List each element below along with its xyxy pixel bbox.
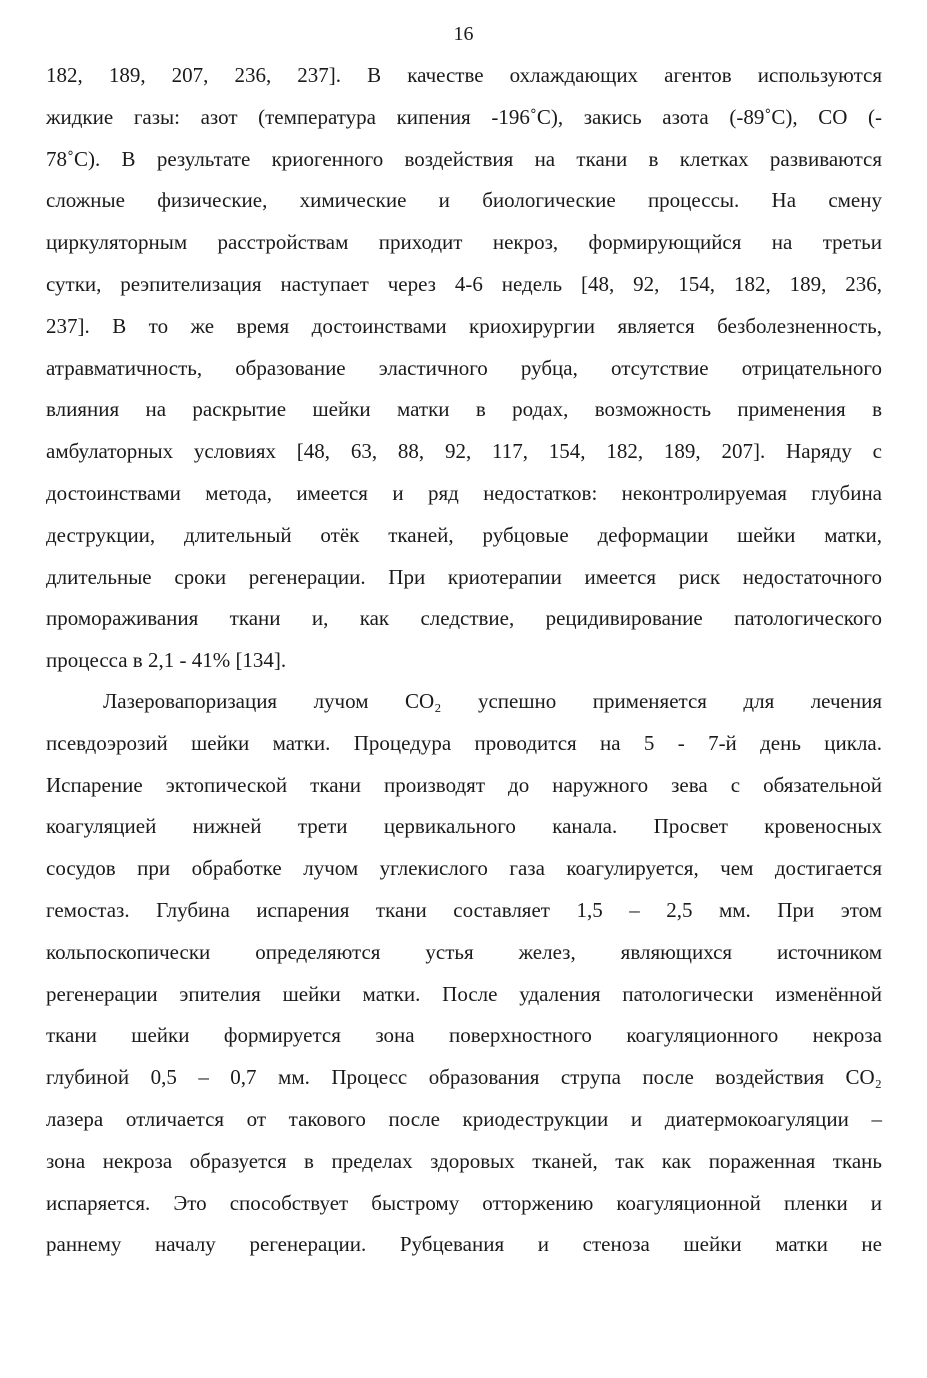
text-line: гемостаз. Глубина испарения ткани составляет 1,5 – 2,5 мм. При этом: [46, 897, 882, 922]
text-line: достоинствами метода, имеется и ряд недостатков: неконтролируемая глубина: [46, 480, 882, 505]
text-line: 182, 189, 207, 236, 237]. В качестве охлаждающих агентов используются: [46, 63, 882, 87]
text-line: ткани шейки формируется зона поверхностного коагуляционного некроза: [46, 1023, 882, 1048]
text-line: коагуляцией нижней трети цервикального канала. Просвет кровеносных: [46, 814, 882, 839]
text-line: атравматичность, образование эластичного рубца, отсутствие отрицательного: [46, 355, 882, 380]
page-number: 16: [453, 23, 474, 45]
text-line: деструкции, длительный отёк тканей, рубцовые деформации шейки матки,: [46, 522, 882, 547]
text-line: регенерации эпителия шейки матки. После удаления патологически изменённой: [46, 981, 882, 1006]
text-line: сосудов при обработке лучом углекислого газа коагулируется, чем достигается: [46, 856, 882, 881]
text-line: Лазеровапоризация лучом CO₂ успешно применяется для лечения: [103, 689, 882, 713]
text-line: влияния на раскрытие шейки матки в родах, возможность применения в: [46, 397, 882, 422]
text-line: промораживания ткани и, как следствие, рецидивирование патологического: [46, 606, 882, 631]
text-line: амбулаторных условиях [48, 63, 88, 92, 117, 154, 182, 189, 207]. Наряду с: [46, 439, 882, 464]
paragraph-cryosurgery: [46, 55, 882, 682]
text-line: зона некроза образуется в пределах здоровых тканей, так как пораженная ткань: [46, 1148, 882, 1173]
text-line: 237]. В то же время достоинствами криохирургии является безболезненность,: [46, 313, 882, 338]
text-line: раннему началу регенерации. Рубцевания и стеноза шейки матки не: [46, 1232, 882, 1257]
paragraph-laser-vaporization: [46, 681, 882, 1266]
text-line: глубиной 0,5 – 0,7 мм. Процесс образования струпа после воздействия CO₂: [46, 1065, 882, 1090]
text-line: длительные сроки регенерации. При криотерапии имеется риск недостаточного: [46, 564, 882, 589]
text-line: Испарение эктопической ткани производят до наружного зева с обязательной: [46, 772, 882, 797]
text-line: 78˚С). В результате криогенного воздействия на ткани в клетках развиваются: [46, 146, 882, 171]
text-line: жидкие газы: азот (температура кипения -196˚С), закись азота (-89˚С), СО (-: [46, 104, 882, 129]
text-line: процесса в 2,1 - 41% [134].: [46, 648, 287, 673]
text-line: испаряется. Это способствует быстрому отторжению коагуляционной пленки и: [46, 1190, 882, 1215]
text-line: псевдоэрозий шейки матки. Процедура проводится на 5 - 7-й день цикла.: [46, 730, 882, 755]
text-line: сложные физические, химические и биологические процессы. На смену: [46, 188, 882, 213]
text-line: циркуляторным расстройствам приходит некроз, формирующийся на третьи: [46, 230, 882, 255]
text-line: сутки, реэпителизация наступает через 4-6 недель [48, 92, 154, 182, 189, 236,: [46, 271, 882, 296]
text-line: лазера отличается от такового после криодеструкции и диатермокоагуляции –: [46, 1106, 882, 1131]
text-line: кольпоскопически определяются устья желез, являющихся источником: [46, 939, 882, 964]
